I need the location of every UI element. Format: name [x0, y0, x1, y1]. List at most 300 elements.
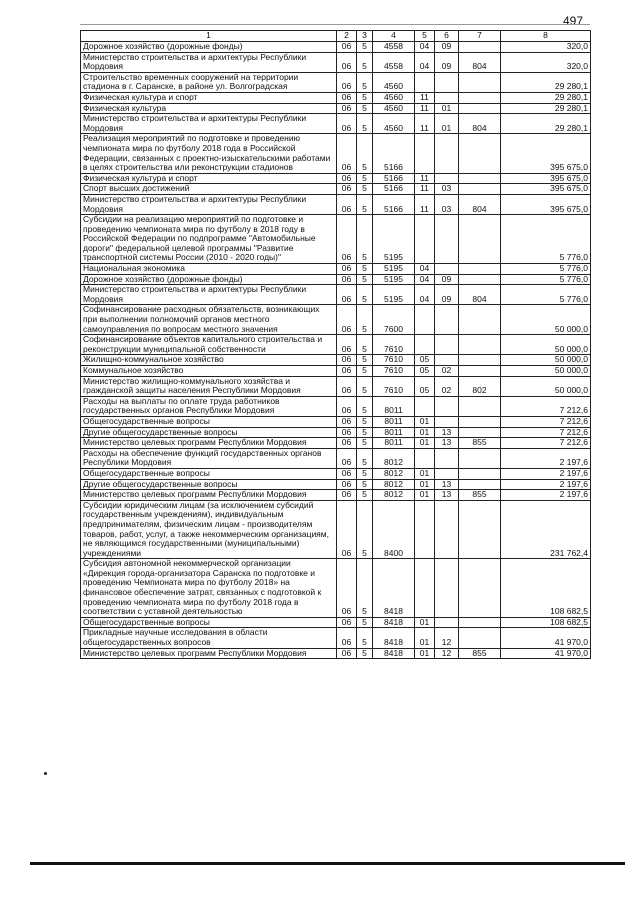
row-name: Расходы на выплаты по оплате труда работников государственных органов Республики Мордовия: [81, 396, 337, 416]
code-gov: 06: [337, 376, 357, 396]
code-subsection: [435, 173, 459, 184]
code-ministry: [459, 103, 501, 114]
code-prog: 5: [357, 184, 373, 195]
code-target: 4558: [373, 52, 415, 72]
table-row: [81, 479, 591, 490]
row-amount: 29 280,1: [501, 72, 591, 92]
code-target: 8418: [373, 648, 415, 659]
row-amount: 29 280,1: [501, 103, 591, 114]
row-name: Министерство целевых программ Республики Мордовия: [81, 648, 337, 659]
table-row: [81, 274, 591, 285]
table-row: [81, 194, 591, 214]
code-section: 11: [415, 173, 435, 184]
code-section: [415, 215, 435, 264]
code-prog: 5: [357, 42, 373, 53]
code-gov: 06: [337, 438, 357, 449]
column-header-row: [81, 31, 591, 42]
code-section: 11: [415, 103, 435, 114]
row-amount: 50 000,0: [501, 335, 591, 355]
code-ministry: [459, 72, 501, 92]
row-name: Министерство строительства и архитектуры Республики Мордовия: [81, 194, 337, 214]
code-ministry: [459, 184, 501, 195]
code-target: 7610: [373, 366, 415, 377]
code-subsection: 03: [435, 184, 459, 195]
code-section: 01: [415, 416, 435, 427]
code-ministry: [459, 355, 501, 366]
code-ministry: [459, 396, 501, 416]
code-prog: 5: [357, 215, 373, 264]
code-ministry: 804: [459, 194, 501, 214]
row-name: Субсидии юридическим лицам (за исключением субсидий государственным учреждениям), индивидуальным предпринимателям, физическим лицам - производителям товаров, работ, услуг, а также некоммерческим организациям, не являющимся государственными (муниципальными) учреждениями: [81, 500, 337, 559]
code-section: 01: [415, 648, 435, 659]
code-ministry: [459, 173, 501, 184]
page-number: 497: [563, 14, 584, 28]
code-ministry: [459, 215, 501, 264]
row-name: Министерство строительства и архитектуры Республики Мордовия: [81, 52, 337, 72]
row-amount: 395 675,0: [501, 173, 591, 184]
code-section: 01: [415, 617, 435, 628]
row-amount: 395 675,0: [501, 194, 591, 214]
code-subsection: [435, 92, 459, 103]
code-prog: 5: [357, 479, 373, 490]
code-subsection: 13: [435, 427, 459, 438]
code-gov: 06: [337, 648, 357, 659]
code-subsection: 01: [435, 114, 459, 134]
table-row: [81, 468, 591, 479]
code-prog: 5: [357, 72, 373, 92]
code-ministry: [459, 559, 501, 618]
code-subsection: [435, 72, 459, 92]
code-target: 8011: [373, 416, 415, 427]
row-amount: 7 212,6: [501, 438, 591, 449]
code-gov: 06: [337, 396, 357, 416]
row-amount: 2 197,6: [501, 490, 591, 501]
code-prog: 5: [357, 52, 373, 72]
code-section: 05: [415, 355, 435, 366]
row-amount: 41 970,0: [501, 648, 591, 659]
code-subsection: [435, 264, 459, 275]
table-row: [81, 264, 591, 275]
code-subsection: [435, 355, 459, 366]
code-subsection: 12: [435, 628, 459, 648]
table-row: [81, 114, 591, 134]
code-prog: 5: [357, 366, 373, 377]
row-name: Расходы на обеспечение функций государственных органов Республики Мордовия: [81, 448, 337, 468]
row-amount: 29 280,1: [501, 114, 591, 134]
code-target: 7610: [373, 376, 415, 396]
row-amount: 29 280,1: [501, 92, 591, 103]
row-name: Министерство строительства и архитектуры Республики Мордовия: [81, 114, 337, 134]
code-target: 8418: [373, 617, 415, 628]
row-name: Общегосударственные вопросы: [81, 416, 337, 427]
code-ministry: 855: [459, 438, 501, 449]
code-target: 5195: [373, 285, 415, 305]
code-ministry: 804: [459, 52, 501, 72]
code-prog: 5: [357, 559, 373, 618]
code-ministry: [459, 500, 501, 559]
row-amount: 2 197,6: [501, 468, 591, 479]
code-gov: 06: [337, 134, 357, 173]
table-row: [81, 416, 591, 427]
row-name: Физическая культура и спорт: [81, 92, 337, 103]
code-subsection: [435, 500, 459, 559]
table-row: [81, 134, 591, 173]
row-amount: 50 000,0: [501, 366, 591, 377]
code-gov: 06: [337, 42, 357, 53]
code-ministry: [459, 134, 501, 173]
code-target: 5195: [373, 274, 415, 285]
code-prog: 5: [357, 416, 373, 427]
budget-table-body: [81, 42, 591, 659]
code-target: 4560: [373, 114, 415, 134]
code-prog: 5: [357, 103, 373, 114]
code-gov: 06: [337, 479, 357, 490]
row-amount: 2 197,6: [501, 448, 591, 468]
code-prog: 5: [357, 114, 373, 134]
table-row: [81, 42, 591, 53]
table-row: [81, 376, 591, 396]
code-ministry: [459, 42, 501, 53]
table-row: [81, 184, 591, 195]
row-amount: 320,0: [501, 42, 591, 53]
code-gov: 06: [337, 173, 357, 184]
code-subsection: [435, 617, 459, 628]
code-section: [415, 134, 435, 173]
row-name: Министерство жилищно-коммунального хозяйства и гражданской защиты населения Республики Мордовия: [81, 376, 337, 396]
row-amount: 2 197,6: [501, 479, 591, 490]
code-section: 04: [415, 285, 435, 305]
row-name: Национальная экономика: [81, 264, 337, 275]
code-section: 04: [415, 264, 435, 275]
code-section: 04: [415, 52, 435, 72]
row-amount: 108 682,5: [501, 617, 591, 628]
table-row: [81, 448, 591, 468]
code-prog: 5: [357, 448, 373, 468]
code-gov: 06: [337, 500, 357, 559]
row-name: Другие общегосударственные вопросы: [81, 427, 337, 438]
code-ministry: 804: [459, 114, 501, 134]
code-section: 01: [415, 427, 435, 438]
row-amount: 108 682,5: [501, 559, 591, 618]
bottom-rule: [30, 862, 625, 865]
code-gov: 06: [337, 335, 357, 355]
code-ministry: 804: [459, 285, 501, 305]
code-subsection: [435, 416, 459, 427]
code-target: 8012: [373, 468, 415, 479]
table-row: [81, 628, 591, 648]
code-gov: 06: [337, 355, 357, 366]
code-section: [415, 335, 435, 355]
code-target: 5195: [373, 264, 415, 275]
table-row: [81, 490, 591, 501]
code-section: [415, 500, 435, 559]
table-row: [81, 173, 591, 184]
code-target: 7610: [373, 335, 415, 355]
code-prog: 5: [357, 468, 373, 479]
row-amount: 5 776,0: [501, 285, 591, 305]
code-section: 04: [415, 274, 435, 285]
code-gov: 06: [337, 285, 357, 305]
code-gov: 06: [337, 366, 357, 377]
row-name: Дорожное хозяйство (дорожные фонды): [81, 42, 337, 53]
code-gov: 06: [337, 490, 357, 501]
code-prog: 5: [357, 617, 373, 628]
row-name: Общегосударственные вопросы: [81, 468, 337, 479]
code-target: 8011: [373, 396, 415, 416]
code-prog: 5: [357, 285, 373, 305]
code-prog: 5: [357, 194, 373, 214]
row-name: Общегосударственные вопросы: [81, 617, 337, 628]
code-section: [415, 448, 435, 468]
code-subsection: 12: [435, 648, 459, 659]
code-target: 5166: [373, 184, 415, 195]
code-subsection: [435, 559, 459, 618]
code-subsection: [435, 335, 459, 355]
row-name: Дорожное хозяйство (дорожные фонды): [81, 274, 337, 285]
table-row: [81, 617, 591, 628]
code-subsection: [435, 134, 459, 173]
column-header: 6: [435, 31, 459, 42]
column-header: 5: [415, 31, 435, 42]
code-target: 8418: [373, 559, 415, 618]
code-prog: 5: [357, 376, 373, 396]
code-gov: 06: [337, 52, 357, 72]
code-target: 5195: [373, 215, 415, 264]
top-rule: [80, 24, 590, 25]
code-target: 4558: [373, 42, 415, 53]
row-name: Софинансирование расходных обязательств, возникающих при выполнении полномочий органов местного самоуправления по вопросам местного значения: [81, 305, 337, 335]
row-name: Субсидия автономной некоммерческой организации «Дирекция города-организатора Саранска по подготовке и проведению Чемпионата мира по футболу 2018» на финансовое обеспечение затрат, связанных с подготовкой к проведению чемпионата мира по футболу 2018 года в соответствии с уставной деятельностью: [81, 559, 337, 618]
code-ministry: [459, 335, 501, 355]
code-ministry: [459, 92, 501, 103]
table-row: [81, 335, 591, 355]
code-gov: 06: [337, 427, 357, 438]
table-row: [81, 285, 591, 305]
column-header: 4: [373, 31, 415, 42]
row-name: Другие общегосударственные вопросы: [81, 479, 337, 490]
code-section: [415, 559, 435, 618]
code-subsection: 13: [435, 490, 459, 501]
table-row: [81, 427, 591, 438]
code-ministry: [459, 628, 501, 648]
row-amount: 320,0: [501, 52, 591, 72]
table-row: [81, 72, 591, 92]
code-subsection: 09: [435, 285, 459, 305]
code-subsection: [435, 215, 459, 264]
table-row: [81, 366, 591, 377]
row-amount: 231 762,4: [501, 500, 591, 559]
code-subsection: 13: [435, 438, 459, 449]
code-gov: 06: [337, 184, 357, 195]
code-gov: 06: [337, 628, 357, 648]
row-name: Физическая культура: [81, 103, 337, 114]
code-gov: 06: [337, 92, 357, 103]
table-row: [81, 648, 591, 659]
code-section: [415, 396, 435, 416]
code-prog: 5: [357, 264, 373, 275]
column-header: 3: [357, 31, 373, 42]
table-row: [81, 500, 591, 559]
code-gov: 06: [337, 617, 357, 628]
row-name: Строительство временных сооружений на территории стадиона в г. Саранске, в районе ул. Волгоградская: [81, 72, 337, 92]
code-gov: 06: [337, 215, 357, 264]
code-target: 8400: [373, 500, 415, 559]
row-name: Жилищно-коммунальное хозяйство: [81, 355, 337, 366]
code-prog: 5: [357, 355, 373, 366]
code-gov: 06: [337, 468, 357, 479]
row-amount: 50 000,0: [501, 305, 591, 335]
margin-dot: [44, 772, 47, 775]
code-prog: 5: [357, 134, 373, 173]
code-gov: 06: [337, 103, 357, 114]
row-name: Прикладные научные исследования в области общегосударственных вопросов: [81, 628, 337, 648]
code-prog: 5: [357, 628, 373, 648]
code-target: 5166: [373, 173, 415, 184]
table-row: [81, 355, 591, 366]
code-subsection: [435, 396, 459, 416]
code-prog: 5: [357, 427, 373, 438]
table-row: [81, 396, 591, 416]
row-name: Субсидии на реализацию мероприятий по подготовке и проведению чемпионата мира по футболу в 2018 году в Российской Федерации по подпрограмме "Автомобильные дороги" федеральной целевой программы "Развитие транспортной системы России (2010 - 2020 годы)": [81, 215, 337, 264]
row-amount: 5 776,0: [501, 274, 591, 285]
code-target: 8418: [373, 628, 415, 648]
code-prog: 5: [357, 648, 373, 659]
code-ministry: 855: [459, 490, 501, 501]
code-target: 4560: [373, 103, 415, 114]
code-ministry: [459, 468, 501, 479]
row-amount: 50 000,0: [501, 355, 591, 366]
code-target: 8011: [373, 438, 415, 449]
code-prog: 5: [357, 396, 373, 416]
code-gov: 06: [337, 264, 357, 275]
code-section: 01: [415, 468, 435, 479]
row-name: Спорт высших достижений: [81, 184, 337, 195]
code-prog: 5: [357, 438, 373, 449]
budget-table: [80, 30, 591, 659]
code-section: 01: [415, 438, 435, 449]
row-name: Коммунальное хозяйство: [81, 366, 337, 377]
code-target: 8011: [373, 427, 415, 438]
code-subsection: 09: [435, 274, 459, 285]
code-section: 01: [415, 628, 435, 648]
row-amount: 5 776,0: [501, 215, 591, 264]
code-gov: 06: [337, 72, 357, 92]
code-ministry: [459, 427, 501, 438]
row-amount: 7 212,6: [501, 416, 591, 427]
table-row: [81, 52, 591, 72]
row-amount: 395 675,0: [501, 184, 591, 195]
code-subsection: 13: [435, 479, 459, 490]
code-ministry: [459, 416, 501, 427]
column-header: 1: [81, 31, 337, 42]
code-ministry: 855: [459, 648, 501, 659]
code-subsection: 02: [435, 376, 459, 396]
code-prog: 5: [357, 92, 373, 103]
code-target: 8012: [373, 490, 415, 501]
code-ministry: [459, 617, 501, 628]
code-section: 11: [415, 114, 435, 134]
code-target: 4560: [373, 92, 415, 103]
code-subsection: 03: [435, 194, 459, 214]
row-name: Реализация мероприятий по подготовке и проведению чемпионата мира по футболу 2018 года в Российской Федерации, связанных с проектно-изыскательскими работами в целях строительства или реконструкции стадионов: [81, 134, 337, 173]
table-row: [81, 103, 591, 114]
code-prog: 5: [357, 490, 373, 501]
table-row: [81, 559, 591, 618]
code-section: 05: [415, 366, 435, 377]
code-section: 11: [415, 184, 435, 195]
column-header: 2: [337, 31, 357, 42]
code-section: 05: [415, 376, 435, 396]
code-subsection: 09: [435, 52, 459, 72]
code-subsection: 01: [435, 103, 459, 114]
code-prog: 5: [357, 305, 373, 335]
code-target: 5166: [373, 134, 415, 173]
code-target: 7610: [373, 355, 415, 366]
code-prog: 5: [357, 500, 373, 559]
code-target: 7600: [373, 305, 415, 335]
code-subsection: 09: [435, 42, 459, 53]
code-subsection: [435, 448, 459, 468]
code-prog: 5: [357, 274, 373, 285]
code-section: [415, 72, 435, 92]
code-gov: 06: [337, 274, 357, 285]
row-name: Министерство целевых программ Республики Мордовия: [81, 438, 337, 449]
code-gov: 06: [337, 114, 357, 134]
row-amount: 41 970,0: [501, 628, 591, 648]
code-section: 01: [415, 490, 435, 501]
row-name: Министерство целевых программ Республики Мордовия: [81, 490, 337, 501]
row-name: Физическая культура и спорт: [81, 173, 337, 184]
code-ministry: [459, 305, 501, 335]
row-amount: 5 776,0: [501, 264, 591, 275]
code-target: 5166: [373, 194, 415, 214]
row-name: Министерство строительства и архитектуры Республики Мордовия: [81, 285, 337, 305]
code-section: 11: [415, 92, 435, 103]
row-name: Софинансирование объектов капитального строительства и реконструкции муниципальной собственности: [81, 335, 337, 355]
code-gov: 06: [337, 194, 357, 214]
code-subsection: [435, 468, 459, 479]
code-ministry: [459, 366, 501, 377]
code-ministry: [459, 274, 501, 285]
code-target: 8012: [373, 479, 415, 490]
code-ministry: [459, 448, 501, 468]
column-header: 8: [501, 31, 591, 42]
column-header: 7: [459, 31, 501, 42]
code-prog: 5: [357, 335, 373, 355]
code-gov: 06: [337, 559, 357, 618]
code-gov: 06: [337, 448, 357, 468]
code-target: 4560: [373, 72, 415, 92]
code-ministry: 802: [459, 376, 501, 396]
table-row: [81, 92, 591, 103]
code-gov: 06: [337, 416, 357, 427]
row-amount: 7 212,6: [501, 427, 591, 438]
code-section: 04: [415, 42, 435, 53]
code-prog: 5: [357, 173, 373, 184]
row-amount: 50 000,0: [501, 376, 591, 396]
table-row: [81, 215, 591, 264]
table-row: [81, 438, 591, 449]
code-gov: 06: [337, 305, 357, 335]
code-ministry: [459, 479, 501, 490]
row-amount: 7 212,6: [501, 396, 591, 416]
code-section: 01: [415, 479, 435, 490]
code-section: [415, 305, 435, 335]
code-target: 8012: [373, 448, 415, 468]
code-section: 11: [415, 194, 435, 214]
code-subsection: 02: [435, 366, 459, 377]
table-row: [81, 305, 591, 335]
